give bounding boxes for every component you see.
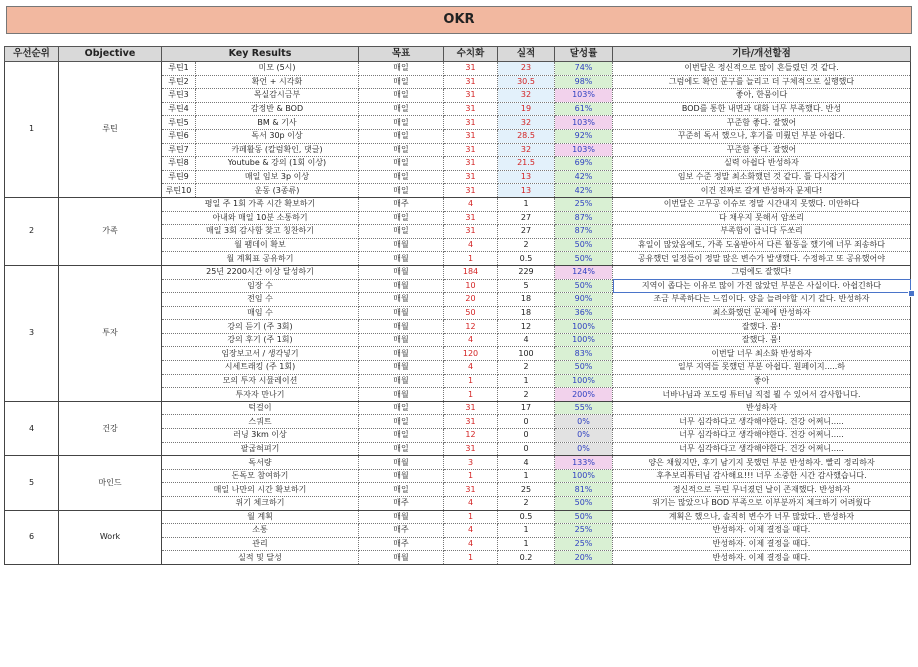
note-cell[interactable]: 후추보리튜터님 감사해요!!! 너무 소중한 시간 감사했습니다. bbox=[613, 469, 911, 483]
header-objective[interactable]: Objective bbox=[59, 47, 162, 62]
result-cell[interactable]: 0 bbox=[498, 429, 555, 443]
key-result-cell[interactable]: 매일 3회 감사함 찾고 칭찬하기 bbox=[162, 225, 359, 239]
result-cell[interactable]: 2 bbox=[498, 361, 555, 375]
header-key-results[interactable]: Key Results bbox=[162, 47, 359, 62]
note-cell[interactable]: 꾸준히 독서 했으나, 후기를 미뤘던 부분 아쉽다. bbox=[613, 129, 911, 143]
target-type-cell[interactable]: 매일 bbox=[359, 225, 444, 239]
key-result-cell[interactable]: 월 팸데이 확보 bbox=[162, 238, 359, 252]
target-type-cell[interactable]: 매일 bbox=[359, 211, 444, 225]
target-type-cell[interactable]: 매일 bbox=[359, 184, 444, 198]
rate-cell[interactable]: 50% bbox=[555, 252, 613, 266]
priority-cell[interactable]: 2 bbox=[5, 197, 59, 265]
priority-cell[interactable]: 4 bbox=[5, 401, 59, 455]
target-cell[interactable]: 4 bbox=[444, 497, 498, 511]
result-cell[interactable]: 1 bbox=[498, 197, 555, 211]
rate-cell[interactable]: 90% bbox=[555, 293, 613, 307]
target-type-cell[interactable]: 매월 bbox=[359, 279, 444, 293]
header-target-type[interactable]: 목표 bbox=[359, 47, 444, 62]
result-cell[interactable]: 28.5 bbox=[498, 129, 555, 143]
result-cell[interactable]: 0 bbox=[498, 415, 555, 429]
target-cell[interactable]: 31 bbox=[444, 442, 498, 456]
note-cell[interactable]: 부족함이 큽니다 두쏘리 bbox=[613, 225, 911, 239]
note-cell[interactable]: 반성하자. 이제 결정을 때다. bbox=[613, 537, 911, 551]
target-cell[interactable]: 31 bbox=[444, 483, 498, 497]
header-priority[interactable]: 우선순위 bbox=[5, 47, 59, 62]
note-cell[interactable]: 너무 심각하다고 생각해야한다. 건강 어쩌니..... bbox=[613, 429, 911, 443]
target-cell[interactable]: 4 bbox=[444, 361, 498, 375]
target-type-cell[interactable]: 매일 bbox=[359, 89, 444, 103]
result-cell[interactable]: 1 bbox=[498, 537, 555, 551]
selected-note-cell[interactable]: 지역이 좁다는 이유로 많이 가진 않았던 부분은 사실이다. 아쉽긴하다 bbox=[613, 279, 911, 293]
target-type-cell[interactable]: 매일 bbox=[359, 401, 444, 415]
target-type-cell[interactable]: 매주 bbox=[359, 537, 444, 551]
target-cell[interactable]: 10 bbox=[444, 279, 498, 293]
header-target[interactable]: 수치화 bbox=[444, 47, 498, 62]
note-cell[interactable]: 그럼에도 잘했다! bbox=[613, 265, 911, 279]
target-type-cell[interactable]: 매일 bbox=[359, 415, 444, 429]
result-cell[interactable]: 229 bbox=[498, 265, 555, 279]
result-cell[interactable]: 21.5 bbox=[498, 157, 555, 171]
header-rate[interactable]: 달성률 bbox=[555, 47, 613, 62]
rate-cell[interactable]: 55% bbox=[555, 401, 613, 415]
result-cell[interactable]: 0.5 bbox=[498, 510, 555, 524]
target-type-cell[interactable]: 매월 bbox=[359, 374, 444, 388]
note-cell[interactable]: 이건 진짜로 갈게 반성하자 문제다! bbox=[613, 184, 911, 198]
key-result-cell[interactable]: 전임 수 bbox=[162, 293, 359, 307]
priority-cell[interactable]: 6 bbox=[5, 510, 59, 564]
target-type-cell[interactable]: 매월 bbox=[359, 347, 444, 361]
routine-label-cell[interactable]: 루틴4 bbox=[162, 102, 196, 116]
note-cell[interactable]: 너바나님과 포도링 튜터님 직접 뵐 수 있어서 감사합니다. bbox=[613, 388, 911, 402]
target-type-cell[interactable]: 매일 bbox=[359, 62, 444, 76]
key-result-cell[interactable]: BM & 기사 bbox=[196, 116, 359, 130]
rate-cell[interactable]: 0% bbox=[555, 442, 613, 456]
target-cell[interactable]: 31 bbox=[444, 225, 498, 239]
target-type-cell[interactable]: 매주 bbox=[359, 524, 444, 538]
key-result-cell[interactable]: 매일 나만의 시간 확보하기 bbox=[162, 483, 359, 497]
key-result-cell[interactable]: Youtube & 강의 (1회 이상) bbox=[196, 157, 359, 171]
key-result-cell[interactable]: 돈독모 참여하기 bbox=[162, 469, 359, 483]
note-cell[interactable]: 잘했다. 뭄! bbox=[613, 333, 911, 347]
result-cell[interactable]: 17 bbox=[498, 401, 555, 415]
objective-cell[interactable]: 투자 bbox=[59, 265, 162, 401]
note-cell[interactable]: 너무 심각하다고 생각해야한다. 건강 어쩌니..... bbox=[613, 442, 911, 456]
target-type-cell[interactable]: 매일 bbox=[359, 129, 444, 143]
target-cell[interactable]: 31 bbox=[444, 75, 498, 89]
target-type-cell[interactable]: 매월 bbox=[359, 456, 444, 470]
target-cell[interactable]: 120 bbox=[444, 347, 498, 361]
rate-cell[interactable]: 74% bbox=[555, 62, 613, 76]
target-type-cell[interactable]: 매월 bbox=[359, 238, 444, 252]
routine-label-cell[interactable]: 루틴10 bbox=[162, 184, 196, 198]
rate-cell[interactable]: 81% bbox=[555, 483, 613, 497]
key-result-cell[interactable]: 팔굽혀펴기 bbox=[162, 442, 359, 456]
target-cell[interactable]: 4 bbox=[444, 197, 498, 211]
result-cell[interactable]: 100 bbox=[498, 347, 555, 361]
note-cell[interactable]: 이번달은 정신적으로 많이 흔들렸던 것 같다. bbox=[613, 62, 911, 76]
target-type-cell[interactable]: 매월 bbox=[359, 320, 444, 334]
key-result-cell[interactable]: 독서 30p 이상 bbox=[196, 129, 359, 143]
key-result-cell[interactable]: 월 계획표 공유하기 bbox=[162, 252, 359, 266]
note-cell[interactable]: 너무 심각하다고 생각해야한다. 건강 어쩌니..... bbox=[613, 415, 911, 429]
target-type-cell[interactable]: 매월 bbox=[359, 361, 444, 375]
key-result-cell[interactable]: 월 계획 bbox=[162, 510, 359, 524]
target-cell[interactable]: 31 bbox=[444, 129, 498, 143]
note-cell[interactable]: 꾸준함 좋다. 잘했어 bbox=[613, 143, 911, 157]
key-result-cell[interactable]: 아내와 매일 10분 소통하기 bbox=[162, 211, 359, 225]
result-cell[interactable]: 0 bbox=[498, 442, 555, 456]
target-cell[interactable]: 31 bbox=[444, 143, 498, 157]
target-type-cell[interactable]: 매월 bbox=[359, 551, 444, 565]
rate-cell[interactable]: 100% bbox=[555, 374, 613, 388]
target-cell[interactable]: 31 bbox=[444, 62, 498, 76]
routine-label-cell[interactable]: 루틴2 bbox=[162, 75, 196, 89]
routine-label-cell[interactable]: 루틴9 bbox=[162, 170, 196, 184]
target-cell[interactable]: 1 bbox=[444, 469, 498, 483]
rate-cell[interactable]: 50% bbox=[555, 510, 613, 524]
key-result-cell[interactable]: 임장 수 bbox=[162, 279, 359, 293]
note-cell[interactable]: 반성하자. 이제 결정을 때다. bbox=[613, 524, 911, 538]
rate-cell[interactable]: 0% bbox=[555, 429, 613, 443]
result-cell[interactable]: 32 bbox=[498, 89, 555, 103]
key-result-cell[interactable]: 위기 체크하기 bbox=[162, 497, 359, 511]
key-result-cell[interactable]: 투자자 만나기 bbox=[162, 388, 359, 402]
rate-cell[interactable]: 50% bbox=[555, 497, 613, 511]
key-result-cell[interactable]: 확언 + 시각화 bbox=[196, 75, 359, 89]
rate-cell[interactable]: 133% bbox=[555, 456, 613, 470]
target-type-cell[interactable]: 매월 bbox=[359, 510, 444, 524]
target-cell[interactable]: 4 bbox=[444, 537, 498, 551]
rate-cell[interactable]: 98% bbox=[555, 75, 613, 89]
rate-cell[interactable]: 103% bbox=[555, 89, 613, 103]
rate-cell[interactable]: 42% bbox=[555, 184, 613, 198]
rate-cell[interactable]: 50% bbox=[555, 361, 613, 375]
result-cell[interactable]: 4 bbox=[498, 333, 555, 347]
target-cell[interactable]: 1 bbox=[444, 388, 498, 402]
rate-cell[interactable]: 103% bbox=[555, 143, 613, 157]
note-cell[interactable]: 이번달 너무 최소화 반성하자 bbox=[613, 347, 911, 361]
key-result-cell[interactable]: 모의 투자 시뮬레이션 bbox=[162, 374, 359, 388]
key-result-cell[interactable]: 평일 주 1회 가족 시간 확보하기 bbox=[162, 197, 359, 211]
rate-cell[interactable]: 100% bbox=[555, 469, 613, 483]
target-cell[interactable]: 31 bbox=[444, 211, 498, 225]
result-cell[interactable]: 2 bbox=[498, 388, 555, 402]
result-cell[interactable]: 13 bbox=[498, 184, 555, 198]
rate-cell[interactable]: 0% bbox=[555, 415, 613, 429]
rate-cell[interactable]: 124% bbox=[555, 265, 613, 279]
key-result-cell[interactable]: 러닝 3km 이상 bbox=[162, 429, 359, 443]
target-type-cell[interactable]: 매일 bbox=[359, 143, 444, 157]
rate-cell[interactable]: 200% bbox=[555, 388, 613, 402]
key-result-cell[interactable]: 시세트래킹 (주 1회) bbox=[162, 361, 359, 375]
note-cell[interactable]: 양은 채웠지만, 후기 남기지 못했던 부분 반성하자. 빨리 정리하자 bbox=[613, 456, 911, 470]
objective-cell[interactable]: 가족 bbox=[59, 197, 162, 265]
fill-handle[interactable] bbox=[908, 290, 915, 297]
note-cell[interactable]: 위기는 많았으나 BOD 부족으로 이부분까지 체크하기 어려웠다 bbox=[613, 497, 911, 511]
key-result-cell[interactable]: 강의 듣기 (주 3회) bbox=[162, 320, 359, 334]
target-cell[interactable]: 4 bbox=[444, 238, 498, 252]
table-row bbox=[5, 62, 911, 76]
key-result-cell[interactable]: 감정반 & BOD bbox=[196, 102, 359, 116]
result-cell[interactable]: 23 bbox=[498, 62, 555, 76]
note-cell[interactable]: 실력 아쉽다 반성하자 bbox=[613, 157, 911, 171]
table-row bbox=[5, 401, 911, 415]
result-cell[interactable]: 18 bbox=[498, 293, 555, 307]
key-result-cell[interactable]: 카페활동 (칼럼확인, 댓글) bbox=[196, 143, 359, 157]
key-result-cell[interactable]: 임장보고서 / 생각넣기 bbox=[162, 347, 359, 361]
table-row bbox=[5, 456, 911, 470]
note-cell[interactable]: 이번달은 고무공 이슈로 정말 시간내지 못했다. 미안하다 bbox=[613, 197, 911, 211]
routine-label-cell[interactable]: 루틴8 bbox=[162, 157, 196, 171]
note-cell[interactable]: 공유했던 일정들이 정말 많은 변수가 발생했다. 수정하고 또 공유했어야 bbox=[613, 252, 911, 266]
key-result-cell[interactable]: 25년 2200시간 이상 달성하기 bbox=[162, 265, 359, 279]
rate-cell[interactable]: 87% bbox=[555, 225, 613, 239]
rate-cell[interactable]: 25% bbox=[555, 537, 613, 551]
rate-cell[interactable]: 20% bbox=[555, 551, 613, 565]
result-cell[interactable]: 1 bbox=[498, 469, 555, 483]
target-cell[interactable]: 50 bbox=[444, 306, 498, 320]
target-type-cell[interactable]: 매월 bbox=[359, 265, 444, 279]
target-cell[interactable]: 31 bbox=[444, 415, 498, 429]
target-type-cell[interactable]: 매주 bbox=[359, 497, 444, 511]
routine-label-cell[interactable]: 루틴1 bbox=[162, 62, 196, 76]
key-result-cell[interactable]: 강의 후기 (주 1회) bbox=[162, 333, 359, 347]
result-cell[interactable]: 25 bbox=[498, 483, 555, 497]
table-row bbox=[5, 197, 911, 211]
target-type-cell[interactable]: 매월 bbox=[359, 252, 444, 266]
note-cell[interactable]: 반성하자. 이제 결정을 때다. bbox=[613, 551, 911, 565]
note-cell[interactable]: 다 채우지 못해서 암쏘리 bbox=[613, 211, 911, 225]
key-result-cell[interactable]: 미모 (5시) bbox=[196, 62, 359, 76]
target-type-cell[interactable]: 매월 bbox=[359, 306, 444, 320]
rate-cell[interactable]: 50% bbox=[555, 279, 613, 293]
rate-cell[interactable]: 36% bbox=[555, 306, 613, 320]
rate-cell[interactable]: 83% bbox=[555, 347, 613, 361]
target-cell[interactable]: 1 bbox=[444, 510, 498, 524]
result-cell[interactable]: 27 bbox=[498, 211, 555, 225]
target-cell[interactable]: 12 bbox=[444, 320, 498, 334]
result-cell[interactable]: 12 bbox=[498, 320, 555, 334]
result-cell[interactable]: 32 bbox=[498, 116, 555, 130]
result-cell[interactable]: 5 bbox=[498, 279, 555, 293]
rate-cell[interactable]: 25% bbox=[555, 197, 613, 211]
rate-cell[interactable]: 25% bbox=[555, 524, 613, 538]
header-notes[interactable]: 기타/개선할점 bbox=[613, 47, 911, 62]
objective-cell[interactable]: Work bbox=[59, 510, 162, 564]
target-cell[interactable]: 31 bbox=[444, 184, 498, 198]
rate-cell[interactable]: 103% bbox=[555, 116, 613, 130]
key-result-cell[interactable]: 턱걸이 bbox=[162, 401, 359, 415]
note-cell[interactable]: 임보 수준 정말 최소화했던 것 같다. 틀 다시잡기 bbox=[613, 170, 911, 184]
key-result-cell[interactable]: 관리 bbox=[162, 537, 359, 551]
routine-label-cell[interactable]: 루틴3 bbox=[162, 89, 196, 103]
header-row bbox=[5, 47, 911, 62]
target-type-cell[interactable]: 매일 bbox=[359, 442, 444, 456]
target-cell[interactable]: 1 bbox=[444, 374, 498, 388]
target-cell[interactable]: 20 bbox=[444, 293, 498, 307]
target-type-cell[interactable]: 매주 bbox=[359, 197, 444, 211]
target-cell[interactable]: 31 bbox=[444, 157, 498, 171]
result-cell[interactable]: 18 bbox=[498, 306, 555, 320]
result-cell[interactable]: 1 bbox=[498, 374, 555, 388]
note-cell[interactable]: 일부 지역들 못했던 부분 아쉽다. 원페이지.....하 bbox=[613, 361, 911, 375]
target-type-cell[interactable]: 매월 bbox=[359, 333, 444, 347]
key-result-cell[interactable]: 매일 임보 3p 이상 bbox=[196, 170, 359, 184]
result-cell[interactable]: 13 bbox=[498, 170, 555, 184]
target-cell[interactable]: 31 bbox=[444, 89, 498, 103]
note-cell[interactable]: 조금 부족하다는 느낌이다. 양을 늘려야할 시기 같다. 반성하자 bbox=[613, 293, 911, 307]
target-type-cell[interactable]: 매일 bbox=[359, 102, 444, 116]
target-type-cell[interactable]: 매일 bbox=[359, 75, 444, 89]
target-type-cell[interactable]: 매월 bbox=[359, 388, 444, 402]
note-cell[interactable]: 계획은 했으나, 솔직히 변수가 너무 많았다.. 반성하자 bbox=[613, 510, 911, 524]
target-cell[interactable]: 3 bbox=[444, 456, 498, 470]
result-cell[interactable]: 0.5 bbox=[498, 252, 555, 266]
result-cell[interactable]: 30.5 bbox=[498, 75, 555, 89]
target-cell[interactable]: 31 bbox=[444, 401, 498, 415]
result-cell[interactable]: 0.2 bbox=[498, 551, 555, 565]
key-result-cell[interactable]: 소통 bbox=[162, 524, 359, 538]
key-result-cell[interactable]: 실적 및 달성 bbox=[162, 551, 359, 565]
note-cell[interactable]: 최소화했던 문제에 반성하자 bbox=[613, 306, 911, 320]
objective-cell[interactable]: 건강 bbox=[59, 401, 162, 455]
routine-label-cell[interactable]: 루틴7 bbox=[162, 143, 196, 157]
target-cell[interactable]: 1 bbox=[444, 252, 498, 266]
rate-cell[interactable]: 50% bbox=[555, 238, 613, 252]
target-cell[interactable]: 4 bbox=[444, 333, 498, 347]
target-cell[interactable]: 31 bbox=[444, 102, 498, 116]
target-type-cell[interactable]: 매일 bbox=[359, 170, 444, 184]
target-type-cell[interactable]: 매일 bbox=[359, 483, 444, 497]
key-result-cell[interactable]: 운동 (3종류) bbox=[196, 184, 359, 198]
note-cell[interactable]: 좋아 bbox=[613, 374, 911, 388]
note-cell[interactable]: 꾸준함 좋다. 잘했어 bbox=[613, 116, 911, 130]
rate-cell[interactable]: 92% bbox=[555, 129, 613, 143]
objective-cell[interactable]: 마인드 bbox=[59, 456, 162, 510]
objective-cell[interactable]: 루틴 bbox=[59, 62, 162, 198]
result-cell[interactable]: 1 bbox=[498, 524, 555, 538]
routine-label-cell[interactable]: 루틴6 bbox=[162, 129, 196, 143]
target-type-cell[interactable]: 매월 bbox=[359, 469, 444, 483]
rate-cell[interactable]: 100% bbox=[555, 320, 613, 334]
target-type-cell[interactable]: 매일 bbox=[359, 157, 444, 171]
target-type-cell[interactable]: 매월 bbox=[359, 293, 444, 307]
table-row bbox=[5, 510, 911, 524]
target-cell[interactable]: 184 bbox=[444, 265, 498, 279]
key-result-cell[interactable]: 스쿼트 bbox=[162, 415, 359, 429]
rate-cell[interactable]: 42% bbox=[555, 170, 613, 184]
note-cell[interactable]: 좋아, 한뭄이다 bbox=[613, 89, 911, 103]
target-cell[interactable]: 4 bbox=[444, 524, 498, 538]
rate-cell[interactable]: 69% bbox=[555, 157, 613, 171]
target-cell[interactable]: 31 bbox=[444, 170, 498, 184]
okr-table bbox=[4, 46, 911, 565]
priority-cell[interactable]: 3 bbox=[5, 265, 59, 401]
target-type-cell[interactable]: 매일 bbox=[359, 116, 444, 130]
rate-cell[interactable]: 87% bbox=[555, 211, 613, 225]
result-cell[interactable]: 2 bbox=[498, 497, 555, 511]
note-cell[interactable]: 정신적으로 루틴 무너졌던 날이 존재했다. 반성하자 bbox=[613, 483, 911, 497]
rate-cell[interactable]: 61% bbox=[555, 102, 613, 116]
key-result-cell[interactable]: 독서량 bbox=[162, 456, 359, 470]
result-cell[interactable]: 27 bbox=[498, 225, 555, 239]
priority-cell[interactable]: 1 bbox=[5, 62, 59, 198]
target-cell[interactable]: 12 bbox=[444, 429, 498, 443]
result-cell[interactable]: 4 bbox=[498, 456, 555, 470]
result-cell[interactable]: 19 bbox=[498, 102, 555, 116]
sheet-title: OKR bbox=[6, 6, 912, 34]
routine-label-cell[interactable]: 루틴5 bbox=[162, 116, 196, 130]
table-row bbox=[5, 265, 911, 279]
note-cell[interactable]: BOD를 통한 내면과 대화 너무 부족했다. 반성 bbox=[613, 102, 911, 116]
key-result-cell[interactable]: 매임 수 bbox=[162, 306, 359, 320]
note-cell[interactable]: 반성하자 bbox=[613, 401, 911, 415]
target-type-cell[interactable]: 매일 bbox=[359, 429, 444, 443]
target-cell[interactable]: 31 bbox=[444, 116, 498, 130]
note-cell[interactable]: 휴일이 많았음에도, 가족 도움받아서 다른 활동을 했기에 너무 죄송하다 bbox=[613, 238, 911, 252]
note-cell[interactable]: 그럼에도 확언 문구를 늘리고 더 구체적으로 실행했다 bbox=[613, 75, 911, 89]
header-result[interactable]: 실적 bbox=[498, 47, 555, 62]
note-cell[interactable]: 잘했다. 뭄! bbox=[613, 320, 911, 334]
rate-cell[interactable]: 100% bbox=[555, 333, 613, 347]
priority-cell[interactable]: 5 bbox=[5, 456, 59, 510]
result-cell[interactable]: 2 bbox=[498, 238, 555, 252]
key-result-cell[interactable]: 목실감시금부 bbox=[196, 89, 359, 103]
result-cell[interactable]: 32 bbox=[498, 143, 555, 157]
target-cell[interactable]: 1 bbox=[444, 551, 498, 565]
